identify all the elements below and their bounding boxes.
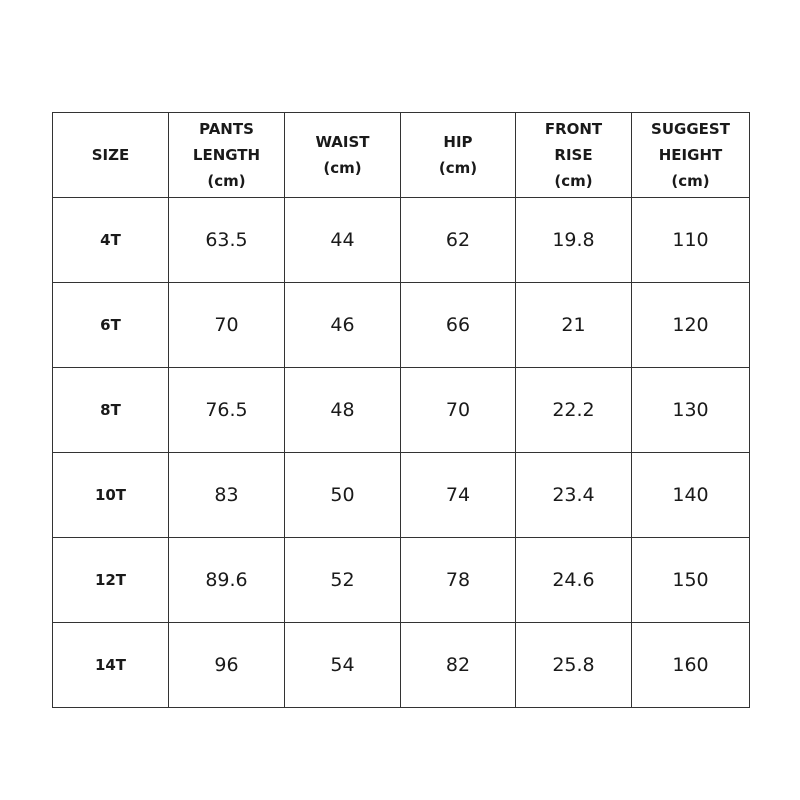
table-row (53, 368, 750, 453)
header-waist (285, 113, 401, 198)
header-suggest-height-line: HEIGHT (658, 146, 723, 164)
waist-cell: 44 (285, 198, 401, 283)
suggest-height-cell: 150 (632, 538, 750, 623)
header-front-rise-line: FRONT (544, 120, 603, 138)
header-pants-length-line: LENGTH (192, 146, 261, 164)
suggest-height-cell: 110 (632, 198, 750, 283)
size-cell: 6T (53, 283, 169, 368)
suggest-height-cell: 130 (632, 368, 750, 453)
hip-cell: 74 (401, 453, 516, 538)
front-rise-cell: 25.8 (516, 623, 632, 708)
header-waist-line: WAIST (315, 133, 370, 151)
size-cell: 14T (53, 623, 169, 708)
hip-cell: 66 (401, 283, 516, 368)
pants-length-cell: 96 (169, 623, 285, 708)
header-suggest-height-line: SUGGEST (651, 120, 730, 138)
header-pants-length-line: PANTS (199, 120, 254, 138)
header-hip-unit: (cm) (438, 159, 478, 177)
header-waist-unit: (cm) (323, 159, 362, 177)
front-rise-cell: 22.2 (516, 368, 632, 453)
header-front-rise-unit: (cm) (554, 172, 593, 190)
table-header (53, 113, 750, 198)
header-front-rise-line: RISE (554, 146, 593, 164)
size-cell: 10T (53, 453, 169, 538)
table-row (53, 283, 750, 368)
header-size-line: SIZE (91, 146, 130, 164)
front-rise-cell: 19.8 (516, 198, 632, 283)
pants-length-cell: 70 (169, 283, 285, 368)
waist-cell: 46 (285, 283, 401, 368)
table-row (53, 623, 750, 708)
hip-cell: 78 (401, 538, 516, 623)
table-body (53, 198, 750, 708)
header-pants-length (169, 113, 285, 198)
header-front-rise (516, 113, 632, 198)
size-cell: 12T (53, 538, 169, 623)
header-hip-line: HIP (443, 133, 473, 151)
size-cell: 4T (53, 198, 169, 283)
table-row (53, 538, 750, 623)
header-pants-length-unit: (cm) (207, 172, 246, 190)
suggest-height-cell: 120 (632, 283, 750, 368)
hip-cell: 82 (401, 623, 516, 708)
waist-cell: 52 (285, 538, 401, 623)
pants-length-cell: 76.5 (169, 368, 285, 453)
suggest-height-cell: 160 (632, 623, 750, 708)
front-rise-cell: 21 (516, 283, 632, 368)
hip-cell: 62 (401, 198, 516, 283)
hip-cell: 70 (401, 368, 516, 453)
front-rise-cell: 23.4 (516, 453, 632, 538)
header-hip (401, 113, 516, 198)
suggest-height-cell: 140 (632, 453, 750, 538)
header-suggest-height (632, 113, 750, 198)
size-cell: 8T (53, 368, 169, 453)
size-chart-table (52, 112, 750, 708)
waist-cell: 50 (285, 453, 401, 538)
pants-length-cell: 83 (169, 453, 285, 538)
pants-length-cell: 89.6 (169, 538, 285, 623)
waist-cell: 54 (285, 623, 401, 708)
header-suggest-height-unit: (cm) (671, 172, 710, 190)
table-row (53, 198, 750, 283)
header-size (53, 113, 169, 198)
header-row (53, 113, 750, 198)
front-rise-cell: 24.6 (516, 538, 632, 623)
table-row (53, 453, 750, 538)
waist-cell: 48 (285, 368, 401, 453)
pants-length-cell: 63.5 (169, 198, 285, 283)
